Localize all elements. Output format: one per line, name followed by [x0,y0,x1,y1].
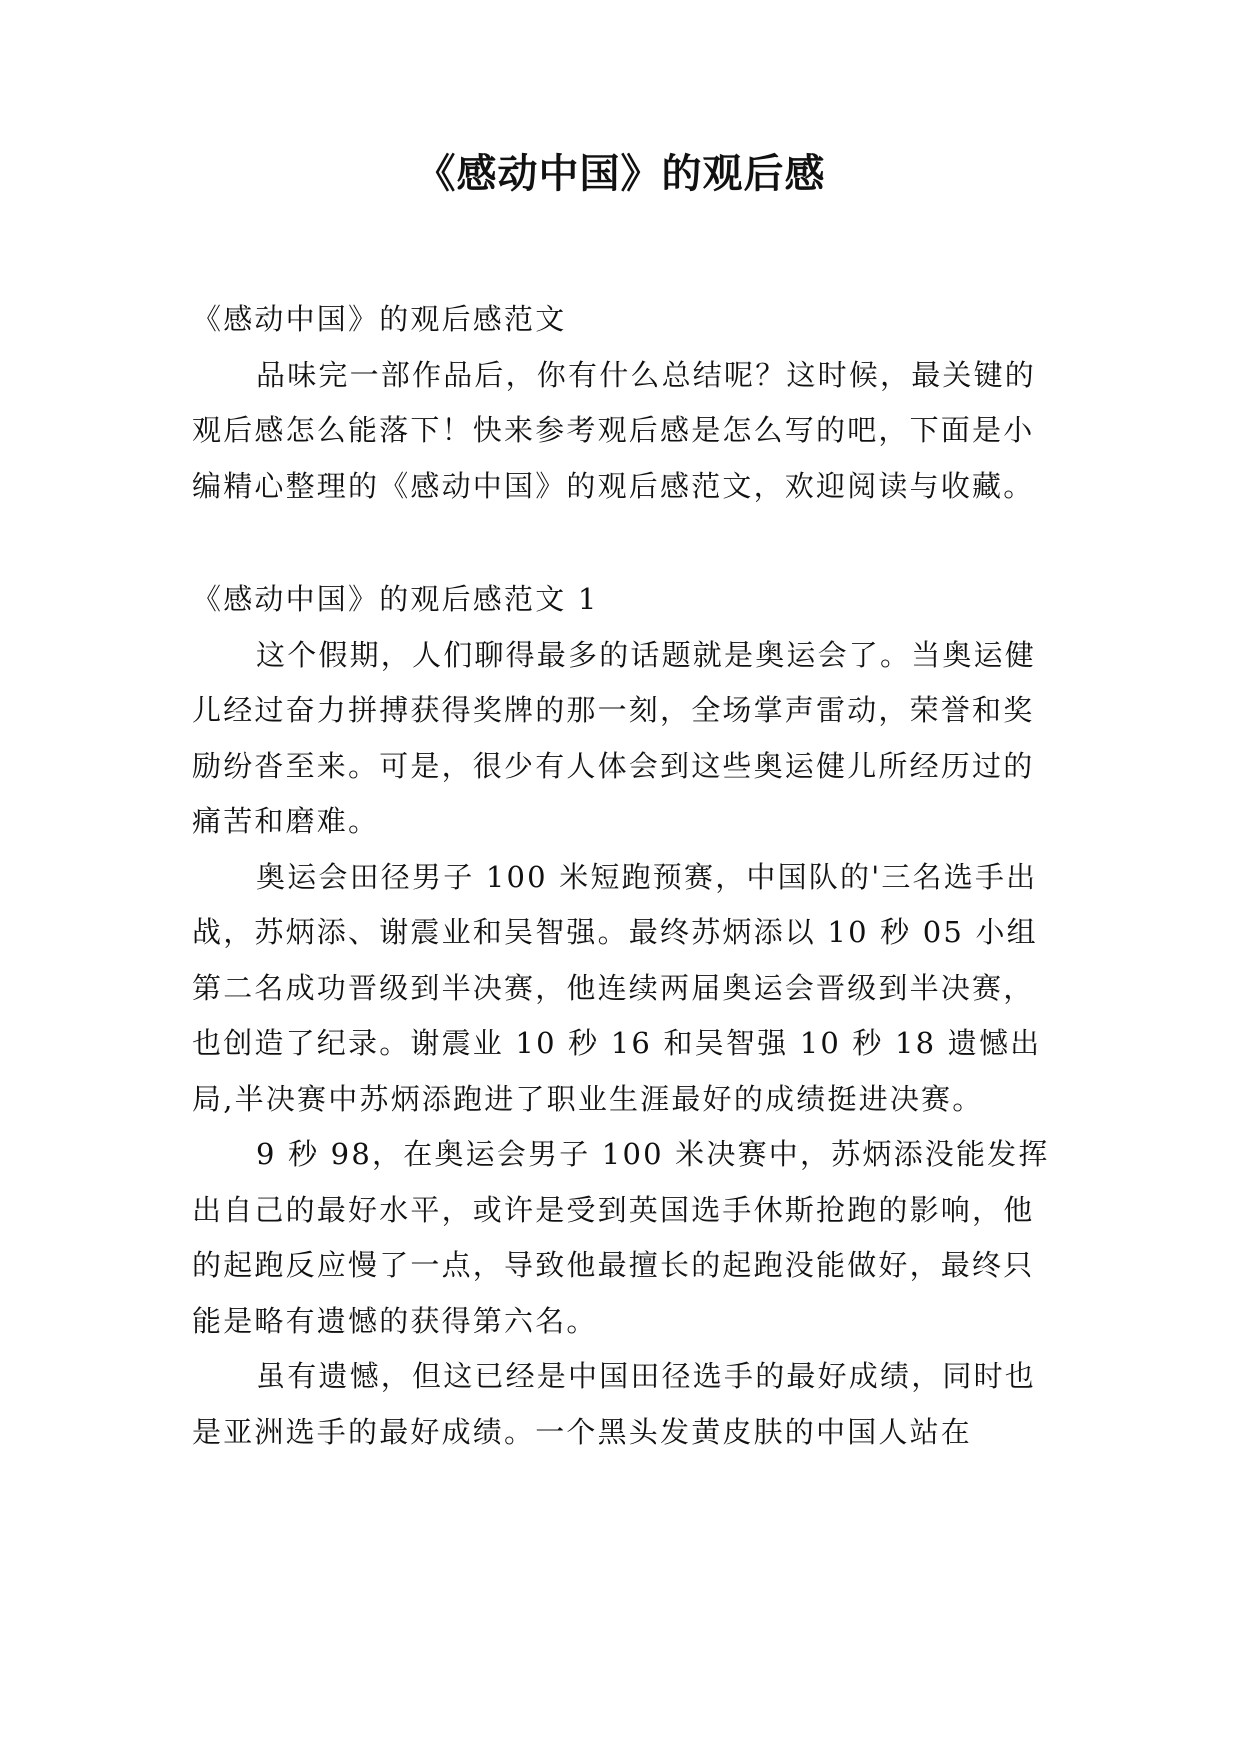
document-subtitle: 《感动中国》的观后感范文 [192,302,567,336]
body-paragraph-1: 这个假期，人们聊得最多的话题就是奥运会了。当奥运健儿经过奋力拼搏获得奖牌的那一刻，全场掌声雷动，荣誉和奖励纷沓至来。可是，很少有人体会到这些奥运健儿所经历过的痛苦和磨难。 [192,637,1037,838]
body-paragraph-3: 9 秒 98，在奥运会男子 100 米决赛中，苏炳添没能发挥出自己的最好水平，或许是受到英国选手休斯抢跑的影响，他的起跑反应慢了一点，导致他最擅长的起跑没能做好，最终只能是略有遗憾的获得第六名。 [192,1137,1050,1338]
document-body [192,292,1062,1460]
body-paragraph-2: 奥运会田径男子 100 米短跑预赛，中国队的'三名选手出战，苏炳添、谢震业和吴智强。最终苏炳添以 10 秒 05 小组第二名成功晋级到半决赛，他连续两届奥运会晋级到半决赛，也创造了纪录。谢震业 10 秒 16 和吴智强 10 秒 18 遗憾出局,半决赛中苏炳添跑进了职业生涯最好的成绩挺进决赛。 [192,859,1042,1116]
intro-paragraph: 品味完一部作品后，你有什么总结呢？这时候，最关键的观后感怎么能落下！快来参考观后感是怎么写的吧，下面是小编精心整理的《感动中国》的观后感范文，欢迎阅读与收藏。 [192,357,1037,503]
body-paragraph-4: 虽有遗憾，但这已经是中国田径选手的最好成绩，同时也是亚洲选手的最好成绩。一个黑头发黄皮肤的中国人站在 [192,1359,1037,1449]
document-title: 《感动中国》的观后感 [415,151,826,197]
section-heading: 《感动中国》的观后感范文 1 [192,582,599,616]
section-spacer [192,514,1062,572]
